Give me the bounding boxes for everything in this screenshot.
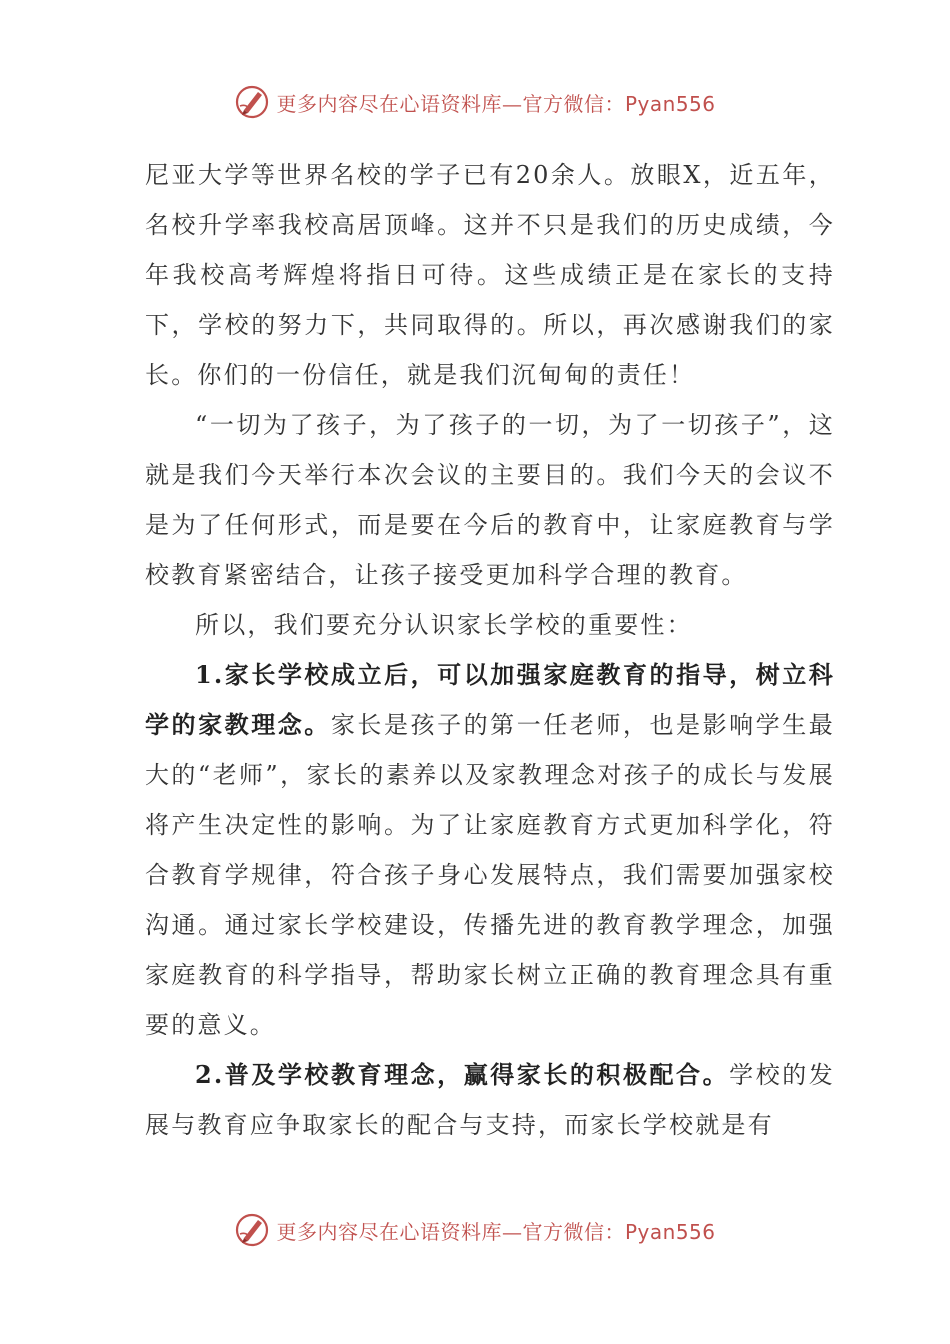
wechat-id: Pyan556: [624, 1219, 716, 1244]
paragraph-5-heading: 2.普及学校教育理念，赢得家长的积极配合。: [195, 1060, 730, 1089]
header-banner-text: 更多内容尽在心语资料库—官方微信：Pyan556: [276, 91, 716, 116]
paragraph-4-heading: 1.家长学校成立后，可以加强家庭教育的指导，树立科学的家教理念。: [145, 660, 835, 739]
header-banner: [0, 80, 950, 124]
footer-banner-text: 更多内容尽在心语资料库—官方微信：Pyan556: [276, 1219, 716, 1244]
footer-banner: [0, 1208, 950, 1252]
pen-logo-icon: [234, 84, 270, 120]
paragraph-2: “一切为了孩子，为了孩子的一切，为了一切孩子”，这就是我们今天举行本次会议的主要目的。我们今天的会议不是为了任何形式，而是要在今后的教育中，让家庭教育与学校教育紧密结合，让孩子接受更加科学合理的教育。: [145, 411, 835, 589]
paragraph-4-body: 家长是孩子的第一任老师，也是影响学生最大的“老师”，家长的素养以及家教理念对孩子的成长与发展将产生决定性的影响。为了让家庭教育方式更加科学化，符合教育学规律，符合孩子身心发展特点，我们需要加强家校沟通。通过家长学校建设，传播先进的教育教学理念，加强家庭教育的科学指导，帮助家长树立正确的教育理念具有重要的意义。: [145, 711, 835, 1039]
paragraph-5-body: 学校的发展与教育应争取家长的配合与支持，而家长学校就是有: [145, 1061, 835, 1139]
paragraph-3: 所以，我们要充分认识家长学校的重要性：: [195, 611, 693, 639]
pen-logo-icon: [234, 1212, 270, 1248]
paragraph-5: [145, 1050, 835, 1150]
document-body: [145, 150, 835, 1150]
paragraph-1: 尼亚大学等世界名校的学子已有20余人。放眼X，近五年，名校升学率我校高居顶峰。这并不只是我们的历史成绩，今年我校高考辉煌将指日可待。这些成绩正是在家长的支持下，学校的努力下，共同取得的。所以，再次感谢我们的家长。你们的一份信任，就是我们沉甸甸的责任！: [145, 161, 835, 389]
wechat-id: Pyan556: [624, 91, 716, 116]
paragraph-4: [145, 650, 835, 1050]
